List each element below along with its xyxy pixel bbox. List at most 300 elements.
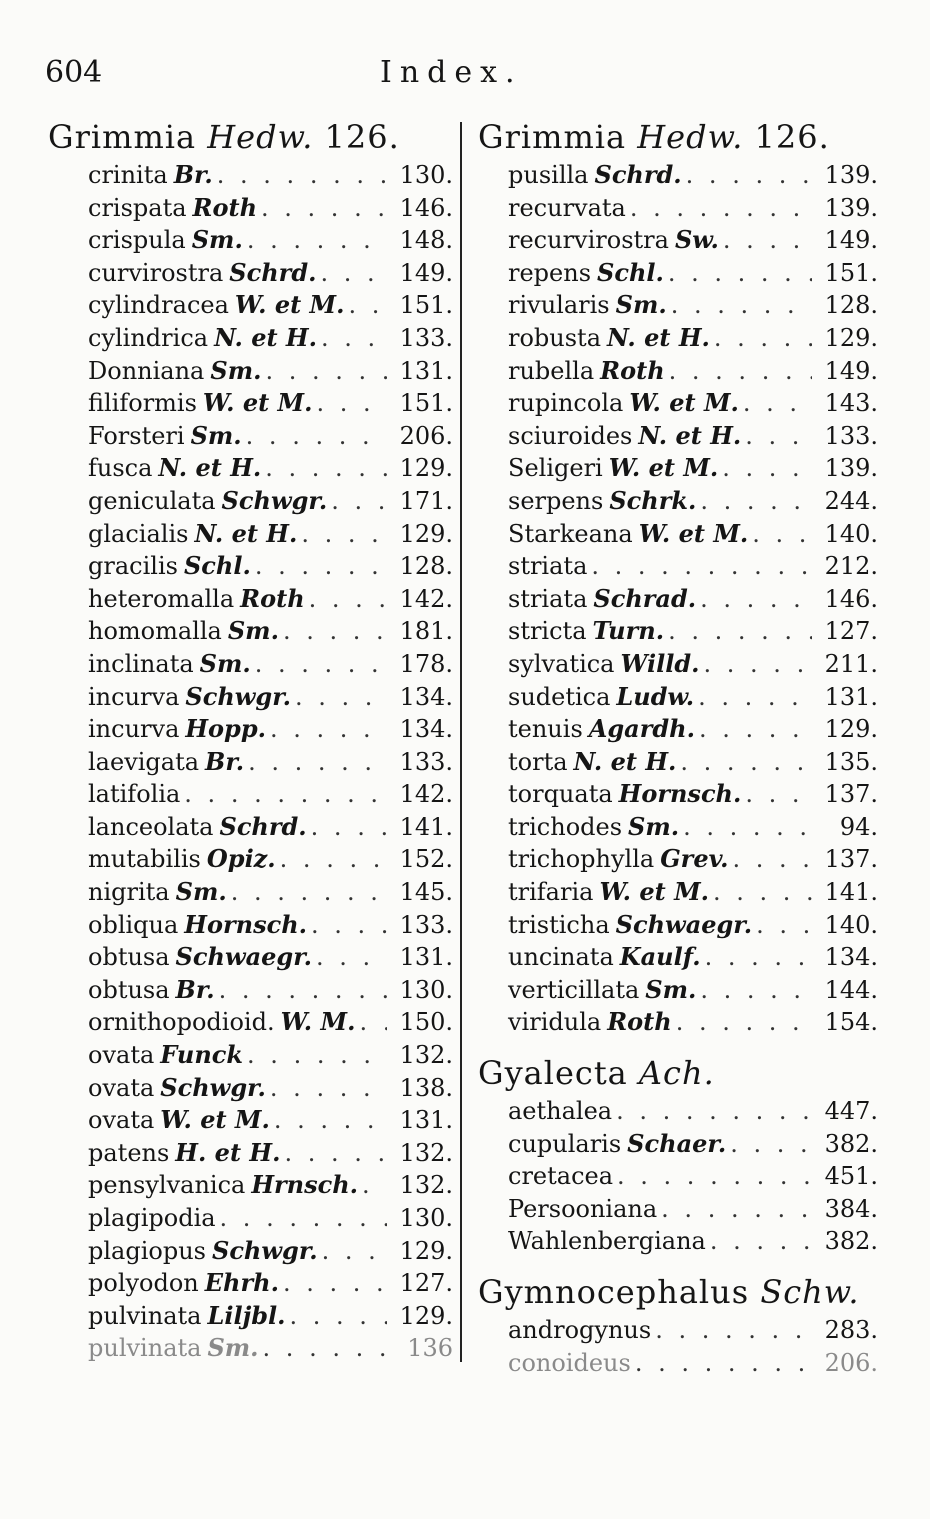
- index-entry: [88, 1202, 453, 1235]
- species-authority: Turn.: [592, 616, 665, 646]
- index-entry: [508, 713, 878, 746]
- dot-leader: [231, 876, 387, 909]
- index-entry: [508, 909, 878, 942]
- dot-leader: [322, 1235, 387, 1268]
- species-name: mutabilis: [88, 845, 201, 874]
- species-authority: Ludw.: [616, 681, 695, 711]
- species-name: laevigata: [88, 747, 200, 776]
- page-reference: 148.: [399, 226, 453, 255]
- species-name: cylindrica: [88, 323, 209, 352]
- species-name: striata: [508, 584, 588, 613]
- species-name: latifolia: [88, 780, 181, 809]
- species-authority: Roth: [240, 583, 305, 613]
- dot-leader: [321, 322, 387, 355]
- dot-leader: [184, 778, 387, 811]
- dot-leader: [217, 159, 387, 192]
- index-entry: [508, 1225, 878, 1258]
- species-name: ovata: [88, 1106, 155, 1135]
- index-entry: [508, 843, 878, 876]
- species-name: curvirostra: [88, 258, 224, 287]
- index-column-left: [48, 115, 453, 1365]
- genus-heading: [478, 1270, 878, 1314]
- dot-leader: [247, 224, 387, 257]
- genus-page-ref: 126.: [324, 118, 400, 156]
- index-entry: [88, 583, 453, 616]
- dot-leader: [704, 648, 812, 681]
- page-reference: 178.: [399, 649, 453, 678]
- page-reference: 447.: [824, 1097, 878, 1126]
- index-entry: [508, 1006, 878, 1039]
- index-entry: [508, 876, 878, 909]
- species-authority: Br.: [173, 160, 213, 189]
- dot-leader: [683, 811, 812, 844]
- index-entry: [508, 746, 878, 779]
- index-entry: [508, 681, 878, 714]
- dot-leader: [655, 1314, 812, 1347]
- species-authority: Hornsch.: [618, 779, 742, 809]
- dot-leader: [359, 1006, 387, 1039]
- species-name: cupularis: [508, 1129, 622, 1158]
- genus-name: Grimmia: [478, 118, 627, 156]
- index-entry: [88, 420, 453, 453]
- page-reference: 137.: [824, 845, 878, 874]
- species-name: sylvatica: [508, 649, 615, 678]
- page-reference: 139.: [824, 193, 878, 222]
- genus-name: Grimmia: [48, 118, 197, 156]
- index-column-right: [478, 115, 878, 1379]
- species-name: recurvirostra: [508, 226, 669, 255]
- species-name: repens: [508, 258, 592, 287]
- index-entry: [508, 1347, 878, 1380]
- species-authority: N. et H.: [158, 453, 262, 483]
- page-reference: 384.: [824, 1194, 878, 1223]
- index-entry: [88, 1039, 453, 1072]
- species-name: incurva: [88, 682, 180, 711]
- index-entry: [508, 1128, 878, 1161]
- species-name: androgynus: [508, 1316, 652, 1344]
- species-name: crinita: [88, 161, 168, 189]
- page-reference: 149.: [824, 356, 878, 385]
- index-entry: [88, 909, 453, 942]
- dot-leader: [680, 746, 812, 779]
- index-entry: [88, 1072, 453, 1105]
- dot-leader: [320, 257, 387, 290]
- dot-leader: [714, 322, 812, 355]
- dot-leader: [756, 909, 812, 942]
- page-reference: 94.: [839, 812, 878, 841]
- dot-leader: [295, 681, 387, 714]
- genus-authority: Ach.: [638, 1054, 715, 1093]
- index-entry: [88, 452, 453, 485]
- dot-leader: [331, 485, 387, 518]
- page-reference: 134.: [399, 715, 453, 744]
- dot-leader: [263, 1332, 387, 1365]
- species-name: aethalea: [508, 1097, 613, 1126]
- page-reference: 206.: [399, 421, 453, 450]
- species-name: tristicha: [508, 910, 610, 939]
- dot-leader: [261, 192, 387, 225]
- species-authority: Sm.: [175, 877, 227, 907]
- page-reference: 134.: [824, 943, 878, 972]
- page-reference: 151.: [399, 389, 453, 418]
- species-authority: Sm.: [628, 811, 680, 841]
- species-name: uncinata: [508, 943, 614, 972]
- page-reference: 144.: [824, 975, 878, 1004]
- page-reference: 244.: [824, 486, 878, 515]
- page-reference: 130.: [399, 1204, 453, 1232]
- species-authority: Grev.: [660, 844, 729, 874]
- index-entry: [508, 648, 878, 681]
- page-reference: 131.: [399, 356, 453, 385]
- species-name: obliqua: [88, 910, 179, 939]
- species-authority: Sm.: [210, 355, 262, 385]
- species-name: striata: [508, 552, 588, 581]
- species-authority: N. et H.: [638, 420, 742, 450]
- page-reference: 133.: [399, 910, 453, 939]
- species-name: obtusa: [88, 975, 170, 1004]
- species-authority: Opiz.: [206, 844, 276, 874]
- species-authority: Schaer.: [627, 1128, 727, 1158]
- dot-leader: [301, 518, 387, 551]
- index-entry: [508, 615, 878, 648]
- dot-leader: [700, 583, 812, 616]
- species-name: plagiopus: [88, 1236, 206, 1265]
- dot-leader: [745, 420, 812, 453]
- dot-leader: [732, 843, 812, 876]
- species-authority: W. et M.: [160, 1105, 270, 1135]
- species-authority: N. et H.: [214, 322, 317, 352]
- page-reference: 171.: [399, 486, 453, 515]
- species-authority: Schwgr.: [221, 485, 328, 515]
- index-entry: [88, 1006, 453, 1039]
- index-entry: [88, 355, 453, 388]
- species-name: geniculata: [88, 486, 216, 515]
- genus-heading: [478, 115, 878, 159]
- page-reference: 139.: [824, 454, 878, 483]
- species-name: homomalla: [88, 617, 222, 646]
- species-list: [48, 159, 453, 1365]
- page-reference: 382.: [824, 1227, 878, 1256]
- species-authority: Sm.: [190, 420, 242, 450]
- page-reference: 149.: [824, 226, 878, 255]
- dot-leader: [698, 681, 812, 714]
- species-name: glacialis: [88, 519, 189, 548]
- species-name: Starkeana: [508, 519, 633, 548]
- genus-heading: [478, 1051, 878, 1095]
- index-entry: [508, 452, 878, 485]
- page-reference: 128.: [824, 291, 878, 320]
- species-name: incurva: [88, 715, 180, 744]
- species-authority: Hrnsch.: [251, 1170, 359, 1200]
- index-entry: [508, 1314, 878, 1347]
- genus-authority: Hedw.: [637, 118, 744, 156]
- species-list: [478, 1095, 878, 1258]
- species-name: polyodon: [88, 1269, 199, 1298]
- genus-name: Gymnocephalus: [478, 1273, 750, 1311]
- index-entry: [88, 1104, 453, 1137]
- index-entry: [88, 1235, 453, 1268]
- species-name: Seligeri: [508, 454, 603, 483]
- species-name: heteromalla: [88, 584, 235, 613]
- dot-leader: [362, 1169, 387, 1202]
- species-name: cretacea: [508, 1162, 614, 1191]
- section-gap: [478, 1258, 878, 1270]
- species-name: crispata: [88, 193, 187, 222]
- index-entry: [508, 778, 878, 811]
- page-reference: 129.: [399, 1236, 453, 1265]
- dot-leader: [284, 1137, 387, 1170]
- species-authority: W. et M.: [202, 388, 313, 418]
- dot-leader: [668, 257, 812, 290]
- index-entry: [88, 289, 453, 322]
- section-gap: [478, 1039, 878, 1051]
- page-reference: 130.: [399, 975, 453, 1004]
- page-reference: 128.: [399, 552, 453, 581]
- dot-leader: [255, 550, 387, 583]
- species-name: rupincola: [508, 389, 624, 418]
- page-reference: 131.: [399, 1106, 453, 1135]
- index-entry: [508, 159, 878, 192]
- species-authority: Schl.: [597, 257, 664, 287]
- dot-leader: [671, 289, 812, 322]
- dot-leader: [723, 224, 812, 257]
- index-entry: [508, 518, 878, 551]
- index-entry: [88, 648, 453, 681]
- dot-leader: [752, 518, 812, 551]
- dot-leader: [283, 615, 387, 648]
- species-authority: Br.: [205, 746, 245, 776]
- species-name: pulvinata: [88, 1301, 202, 1330]
- index-entry: [88, 224, 453, 257]
- genus-page-ref: 126.: [754, 118, 830, 156]
- page-reference: 283.: [824, 1316, 878, 1344]
- dot-leader: [668, 615, 812, 648]
- index-entry: [88, 192, 453, 225]
- dot-leader: [635, 1347, 812, 1380]
- species-name: serpens: [508, 486, 604, 515]
- page-reference: 451.: [824, 1162, 878, 1191]
- dot-leader: [722, 452, 812, 485]
- dot-leader: [270, 1072, 387, 1105]
- page-reference: 382.: [824, 1129, 878, 1158]
- species-authority: Agardh.: [588, 714, 695, 744]
- species-name: rivularis: [508, 291, 610, 320]
- species-name: gracilis: [88, 552, 178, 581]
- species-authority: H. et H.: [175, 1137, 281, 1167]
- page-reference: 152.: [399, 845, 453, 874]
- species-name: trichodes: [508, 812, 623, 841]
- page-reference: 150.: [399, 1008, 453, 1037]
- species-name: Donniana: [88, 356, 205, 385]
- genus-authority: Hedw.: [207, 118, 314, 156]
- page-reference: 139.: [824, 161, 878, 189]
- species-authority: Sm.: [207, 1333, 259, 1363]
- species-name: trichophylla: [508, 845, 655, 874]
- index-entry: [88, 713, 453, 746]
- page-reference: 141.: [824, 878, 878, 907]
- index-entry: [88, 681, 453, 714]
- dot-leader: [700, 485, 812, 518]
- dot-leader: [669, 355, 812, 388]
- dot-leader: [616, 1095, 812, 1128]
- index-entry: [88, 1137, 453, 1170]
- page-reference: 129.: [399, 454, 453, 483]
- species-name: crispula: [88, 226, 186, 255]
- dot-leader: [730, 1128, 812, 1161]
- species-authority: Schwaegr.: [615, 909, 753, 939]
- dot-leader: [274, 1104, 387, 1137]
- dot-leader: [246, 420, 387, 453]
- species-authority: Hopp.: [185, 714, 266, 744]
- page-reference: 127.: [399, 1269, 453, 1298]
- species-authority: W. et M.: [638, 518, 749, 548]
- page-reference: 134.: [399, 682, 453, 711]
- species-authority: W. et M.: [629, 388, 739, 418]
- index-entry: [508, 289, 878, 322]
- index-entry: [88, 746, 453, 779]
- dot-leader: [283, 1267, 387, 1300]
- species-name: filiformis: [88, 389, 197, 418]
- dot-leader: [311, 811, 387, 844]
- species-name: ornithopodioid.: [88, 1008, 275, 1037]
- index-entry: [88, 485, 453, 518]
- species-name: plagipodia: [88, 1204, 216, 1232]
- page-reference: 211.: [824, 649, 878, 678]
- index-entry: [508, 811, 878, 844]
- page-reference: 135.: [824, 747, 878, 776]
- index-entry: [88, 876, 453, 909]
- dot-leader: [661, 1193, 812, 1226]
- column-divider: [460, 122, 462, 1362]
- species-authority: Sm.: [199, 648, 251, 678]
- species-name: trifaria: [508, 878, 594, 907]
- page-reference: 151.: [824, 258, 878, 287]
- species-authority: Hornsch.: [184, 909, 308, 939]
- index-entry: [88, 257, 453, 290]
- page-reference: 142.: [399, 584, 453, 613]
- index-entry: [508, 192, 878, 225]
- index-entry: [508, 941, 878, 974]
- dot-leader: [348, 289, 387, 322]
- species-authority: W. et M.: [234, 290, 345, 320]
- page-reference: 141.: [399, 812, 453, 841]
- species-name: stricta: [508, 617, 587, 646]
- dot-leader: [280, 843, 387, 876]
- index-entry: [508, 355, 878, 388]
- species-authority: Roth: [607, 1007, 672, 1037]
- index-entry: [508, 974, 878, 1007]
- page-reference: 149.: [399, 258, 453, 287]
- page-reference: 133.: [824, 421, 878, 450]
- page-reference: 145.: [399, 878, 453, 907]
- species-name: recurvata: [508, 193, 626, 222]
- page-reference: 132.: [399, 1138, 453, 1167]
- index-entry: [88, 811, 453, 844]
- species-authority: Roth: [192, 192, 258, 222]
- index-entry: [88, 322, 453, 355]
- dot-leader: [686, 159, 812, 192]
- species-authority: Schrk.: [609, 485, 697, 515]
- species-authority: Schwgr.: [211, 1235, 318, 1265]
- species-authority: N. et H.: [194, 518, 298, 548]
- species-name: torta: [508, 747, 568, 776]
- species-authority: Br.: [175, 974, 215, 1004]
- index-entry: [508, 1160, 878, 1193]
- page-reference: 146.: [824, 584, 878, 613]
- index-entry: [88, 843, 453, 876]
- species-name: obtusa: [88, 943, 170, 972]
- dot-leader: [710, 1225, 812, 1258]
- species-name: robusta: [508, 323, 602, 352]
- page-reference: 133.: [399, 747, 453, 776]
- page-reference: 132.: [399, 1041, 453, 1070]
- index-entry: [508, 257, 878, 290]
- dot-leader: [316, 387, 387, 420]
- species-authority: W. M.: [280, 1007, 356, 1037]
- index-entry: [88, 974, 453, 1007]
- dot-leader: [255, 648, 387, 681]
- species-authority: Sm.: [645, 974, 697, 1004]
- index-entry: [508, 1193, 878, 1226]
- species-list: [478, 1314, 878, 1379]
- species-authority: Funck: [160, 1040, 244, 1070]
- index-entry: [88, 941, 453, 974]
- species-authority: N. et H.: [573, 746, 677, 776]
- page-reference: 136: [407, 1334, 453, 1363]
- species-authority: N. et H.: [607, 322, 710, 352]
- index-entry: [88, 1169, 453, 1202]
- dot-leader: [700, 974, 812, 1007]
- index-entry: [88, 159, 453, 192]
- species-name: conoideus: [508, 1348, 631, 1377]
- dot-leader: [290, 1300, 388, 1333]
- dot-leader: [309, 583, 387, 616]
- dot-leader: [265, 355, 387, 388]
- page-reference: 142.: [399, 780, 453, 809]
- species-name: sciuroides: [508, 421, 633, 450]
- page-reference: 146.: [399, 193, 453, 222]
- species-authority: Schl.: [183, 551, 251, 581]
- genus-heading: [48, 115, 453, 159]
- page-reference: 138.: [399, 1073, 453, 1102]
- page-reference: 129.: [824, 323, 878, 352]
- species-authority: Sm.: [191, 225, 243, 255]
- genus-name: Gyalecta: [478, 1054, 628, 1093]
- page-reference: 140.: [824, 910, 878, 939]
- species-name: nigrita: [88, 878, 170, 907]
- index-entry: [88, 387, 453, 420]
- species-name: pusilla: [508, 161, 589, 189]
- species-name: sudetica: [508, 682, 611, 711]
- species-name: Wahlenbergiana: [508, 1227, 706, 1256]
- page-reference: 129.: [399, 519, 453, 548]
- index-entry: [88, 1300, 453, 1333]
- dot-leader: [591, 550, 812, 583]
- species-authority: Roth: [600, 355, 665, 385]
- species-authority: Schrd.: [229, 257, 317, 287]
- species-name: lanceolata: [88, 812, 214, 841]
- dot-leader: [265, 452, 387, 485]
- index-entry: [88, 550, 453, 583]
- species-authority: W. et M.: [599, 877, 710, 907]
- index-entry: [88, 1267, 453, 1300]
- page-reference: 133.: [399, 323, 453, 352]
- genus-authority: Schw.: [760, 1273, 860, 1311]
- index-entry: [88, 518, 453, 551]
- dot-leader: [743, 387, 812, 420]
- page-reference: 131.: [824, 682, 878, 711]
- page-reference: 129.: [399, 1301, 453, 1330]
